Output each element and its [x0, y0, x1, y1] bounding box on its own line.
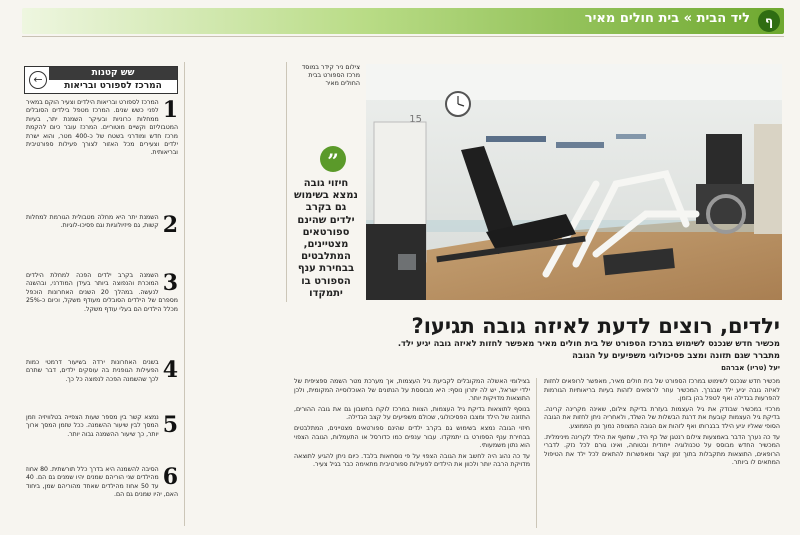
photo-caption: צילום ניר קידר במוסד מרכז הספורט בבית החולים מאיר — [301, 64, 360, 87]
sidebar-item-number: 5 — [162, 412, 178, 438]
sidebar-item-text: השמנה בקרב ילדים הפכה למחלת הילדים המוכרת והנפוצה ביותר בעידן המודרני, ובהשנה לנעשה. במהלך 20 השנים האחרונות הוכפל מספרם של הילדים הסובלים מעודף משקל, וכיום כ-25% מכלל הילדים הם בעלי עודף משקל. — [26, 272, 178, 313]
article-paragraph: מכשיר חדש שנכנס לשימוש במרכז הספורט של בית חולים מאיר, מאפשר לרופאים לחזות לאיזה גובה יגיע ילד שבגרך. המכשיר עוזר לרופאים לזהות בעיות בריאותיות הגורמות להפרעות בגדילה ואף לטפל בהן בזמן. — [544, 378, 780, 403]
article-paragraph: בצילומי האשלה המקובלים לקביעת גיל העצמות, אך מערכת מטר השמה ספציפית של ילדי ישראל, יש לה יתרון נוסף: היא מבוססת על הנתונים של האוכלוסייה המקומית, ולכן התוצאות מדויקות יותר. — [294, 378, 530, 403]
article-paragraph: עד כה נערך הדבר באמצעות צילום רנטגן של כף היד, שחשף את הילד לקרינה מינימלית. המכשיר החדש מבוסס על טכנולוגיה ייחודית ובטוחה, ואינו גורם לכל נזק. לדברי הרופאים, התוצאות מתקבלות בתוך זמן קצר ומאפשרות להתאים לכל ילד את הטיפול המתאים לו ביותר. — [544, 433, 780, 467]
sidebar-item-number: 3 — [162, 270, 178, 296]
sidebar-title: שש קטנות — [49, 67, 177, 80]
article-paragraph: מרכזי במכשיר שבודק את גיל העצמות בעזרת בדיקת צילום, שאינה מקרינה קרינה. בדיקת גיל העצמות קובעת את דרגת הבשלות של השלד, ולאחריה ניתן לחזות את הגובה הסופי שאליו יגיע הילד בבגרותו ואף לזהות אם הגובה המצופה נמוך מן הממוצע. — [544, 405, 780, 430]
sidebar-item-number: 1 — [162, 97, 178, 123]
section-header-bar — [22, 8, 784, 34]
sidebar-item-text: המרכז לספורט ובריאות הילדים וצעיר הוקם במאיר לפני כשש שנים. המרכז מטפל בילדים הסובלים ממחלות כרוניות ובעיקר השמנת יתר, בעיות המטבוליזם וקשיים מוטוריים. המרכז עובר כיום להקמת מרכז חדש ומודרני בשטח של כ-400 מטר, והוא ישרת ילדים וצעירים מכל האזור לצורך פעילות ספורטיבית ובריאותית. — [26, 99, 178, 157]
pull-quote: חיזוי גובה נמצא בשימוש גם בקרב ילדים שהינם ספורטאים מצטיינים, המתלבטים בבחירת ענף הספורט בו יתמקדו — [294, 178, 358, 299]
article-column-2 — [294, 378, 530, 472]
column-divider — [184, 62, 185, 526]
sidebar-item-2 — [26, 214, 178, 236]
article-paragraph: חיזוי הגובה נמצא בשימוש גם בקרב ילדים שהינם ספורטאים מצטיינים, המתלבטים בבחירת ענף הספורט בו יתמקדו. עבור ענפים כמו כדורסל או התעמלות, הגובה הצפוי הוא נתון משמעותי. — [294, 424, 530, 450]
sidebar-item-3 — [26, 272, 178, 314]
sidebar-item-text: הסיבה להשמנה היא בדרך כלל תורשתית. 80 אחוז מהילדים שני הוריהם שמנים יהיו שמנים גם הם. 40 עד 50 אחוז מהילדים שאחד מהוריהם שמן, ביחוד האם, יהיו שמנים גם הם. — [26, 466, 178, 499]
sidebar-item-number: 6 — [162, 464, 178, 490]
sidebar-item-text: השמנת יתר היא מחלה מטבולית הגורמת למחלות קשות, גם פיזיולוגיות וגם פסיכו-לוגיות. — [26, 214, 159, 230]
sidebar-item-number: 2 — [162, 212, 178, 238]
svg-text:15: 15 — [409, 114, 422, 125]
article-paragraph: עד כה נהוג היה לחשב את הגובה הצפוי על פי נוסחאות בלבד. כיום ניתן להגיע לתוצאה מדויקת הרבה יותר ולכוון את הילדים לפעילות ספורטיבית מתאימה כבר בגיל צעיר. — [294, 452, 530, 469]
column-divider — [286, 62, 287, 302]
column-divider — [536, 378, 537, 528]
sidebar-item-6 — [26, 466, 178, 500]
quote-icon: ” — [320, 146, 346, 172]
article-paragraph: בנוסף לתוצאות בדיקת גיל העצמות, הצוות במרכז לוקח בחשבון גם את גובה ההורים, התזונה של הילד ומצבו הפסיכולוגי, שכולם משפיעים על קצב הגדילה. — [294, 405, 530, 422]
sidebar-subtitle: המרכז לספורט ובריאות — [64, 81, 162, 91]
article-byline: יעל (טריו) אברהם — [721, 364, 780, 372]
article-deck: מכשיר חדש שנכנס לשימוש במרכז הספורט של בית חולים מאיר מאפשר לחזות לאיזה גובה יגיע ילד. מתברר שגם תזונה ומצב פסיכולוגי משפיעים על הגובה — [397, 338, 780, 360]
sidebar-item-number: 4 — [162, 357, 178, 383]
sidebar-item-5 — [26, 414, 178, 439]
arrow-left-icon: ← — [29, 71, 47, 89]
article-column-1 — [544, 378, 780, 470]
newspaper-logo-icon: ף — [758, 10, 780, 32]
section-title: ליד הבית » בית חולים מאיר — [584, 11, 750, 26]
sidebar-item-1 — [26, 99, 178, 158]
article-headline: ילדים, רוצים לדעת לאיזה גובה תגיעו? — [411, 314, 780, 338]
sidebar-item-text: בשנים האחרונות ירדה בשיעור דרמטי כמות הפעילות הגופנית בה עוסקים ילדים, דבר שתרם לכך שהשמנה הפכה לנפוצה כל כך. — [26, 359, 159, 383]
header-divider — [22, 36, 784, 37]
sidebar-item-text: נמצא קשר בין מספר שעות הצפייה בטלוויזיה וזמן המסך לבין שיעור ההשמנה. ככל שזמן המסך ארוך יותר, כך שיעור ההשמנה גבוה יותר. — [26, 414, 159, 438]
sidebar-item-4 — [26, 359, 178, 384]
gym-equipment-photo — [366, 64, 782, 300]
sidebar-title-box — [24, 66, 178, 94]
